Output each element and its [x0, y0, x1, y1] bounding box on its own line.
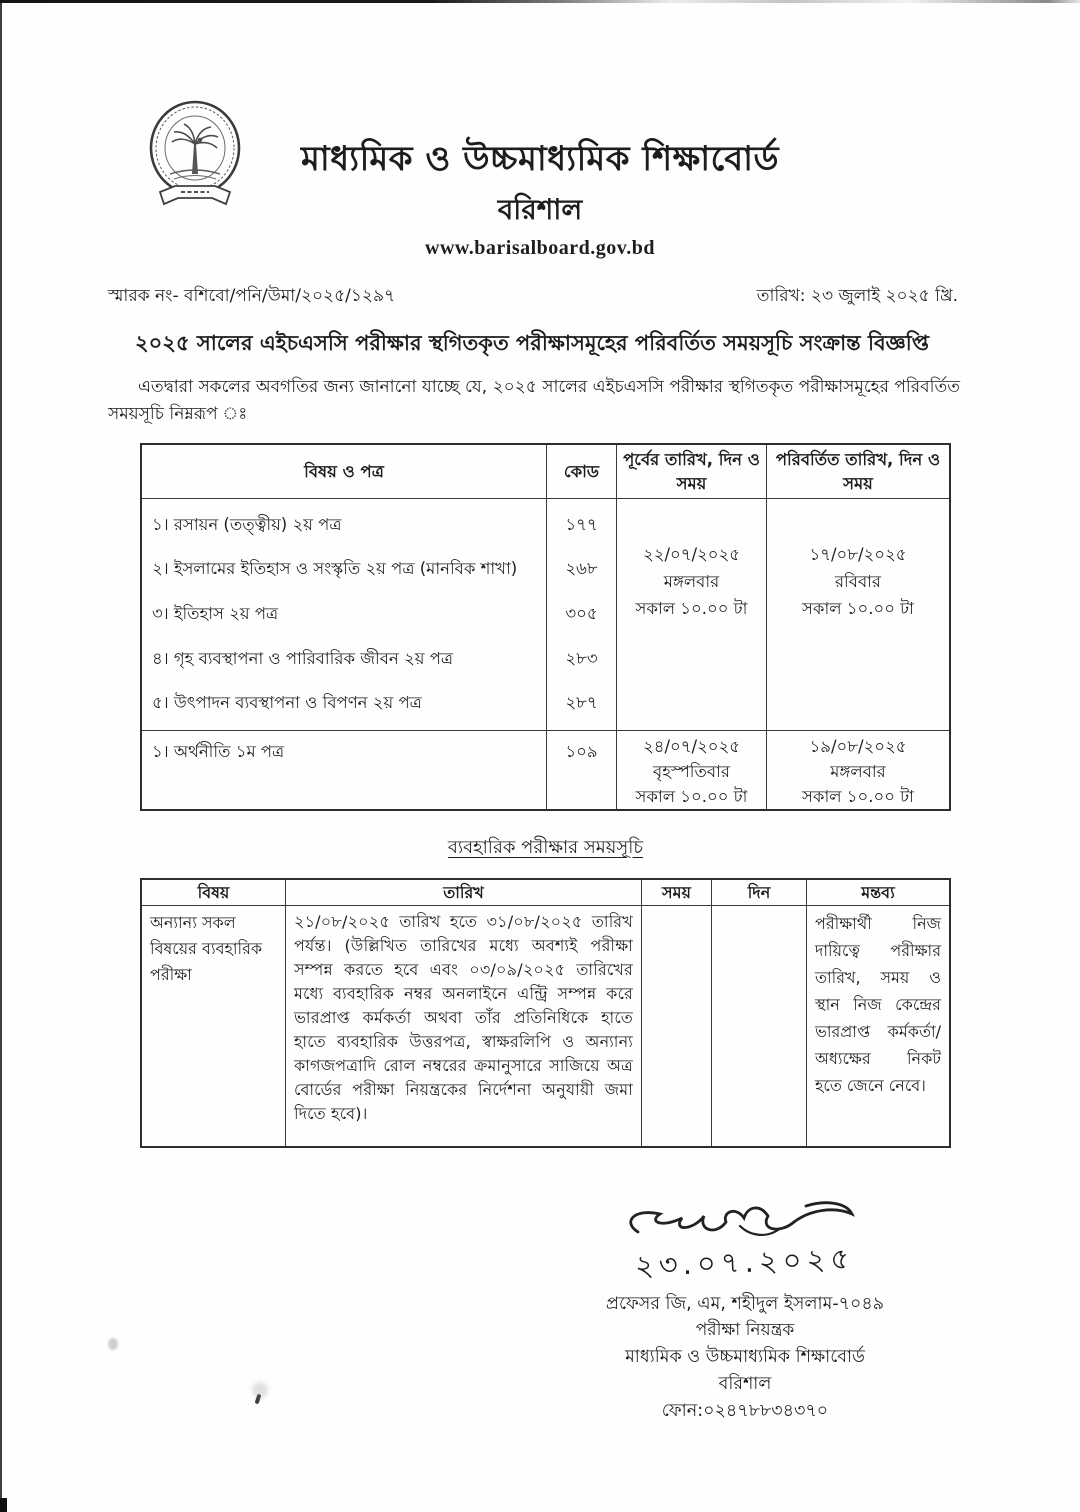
issue-date: তারিখ: ২৩ জুলাই ২০২৫ খ্রি.: [756, 286, 958, 306]
practical-schedule-table: [140, 878, 951, 1148]
memo-row: [108, 283, 958, 311]
subject-code: ১৭৭: [565, 514, 598, 534]
previous-date-cell: [616, 731, 766, 809]
practical-table-header-row: [142, 880, 949, 906]
practical-table-row: [142, 906, 949, 1146]
signatory-phone: ফোন:০২৪৭৮৮৩৪৩৭০: [661, 1401, 829, 1421]
practical-day: [711, 906, 806, 1146]
subject-item: ৫। উৎপাদন ব্যবস্থাপনা ও বিপণন ২য় পত্র: [152, 693, 422, 713]
org-website: www.barisalboard.gov.bd: [425, 237, 655, 259]
previous-day: বৃহস্পতিবার: [653, 762, 730, 781]
signatory-designation: পরীক্ষা নিয়ন্ত্রক: [695, 1320, 795, 1340]
previous-day: মঙ্গলবার: [663, 572, 720, 591]
changed-time: সকাল ১০.০০ টা: [802, 599, 914, 618]
changed-date-cell: [766, 731, 949, 809]
subject-code: ৩০৫: [565, 603, 598, 623]
header-changed-date: পরিবর্তিত তারিখ, দিন ও সময়: [766, 445, 949, 498]
header-code: কোড: [546, 445, 616, 498]
changed-date: ১৯/০৮/২০২৫: [809, 737, 907, 756]
code-list: [546, 731, 616, 809]
schedule-group-1-row: [142, 499, 949, 731]
changed-time: সকাল ১০.০০ টা: [802, 787, 914, 806]
header-subject: বিষয় ও পত্র: [304, 461, 384, 481]
notice-title: ২০২৫ সালের এইচএসসি পরীক্ষার স্থগিতকৃত পরীক্ষাসমূহের পরিবর্তিত সময়সূচি সংক্রান্ত বিজ্ঞপ্তি: [135, 331, 930, 355]
exam-schedule-table: [140, 443, 951, 811]
subject-code: ২৮৭: [565, 693, 598, 713]
scan-artifact-corner: [0, 1498, 7, 1512]
subject-item: ৩। ইতিহাস ২য় পত্র: [152, 603, 279, 623]
schedule-table-header-row: [142, 445, 949, 499]
memo-number: স্মারক নং- বশিবো/পনি/উমা/২০২৫/১২৯৭: [108, 286, 396, 306]
previous-date: ২৪/০৭/২০২৫: [643, 737, 740, 756]
previous-time: সকাল ১০.০০ টা: [635, 599, 748, 618]
practical-time: [641, 906, 711, 1146]
previous-time: সকাল ১০.০০ টা: [635, 787, 748, 806]
subject-item: ২। ইসলামের ইতিহাস ও সংস্কৃতি ২য় পত্র (মানবিক শাখা): [152, 559, 518, 579]
header-date: তারিখ: [285, 880, 641, 907]
subject-item: ১। অর্থনীতি ১ম পত্র: [152, 742, 285, 761]
scan-artifact-smudge: [252, 1382, 268, 1398]
practical-date-text: ২১/০৮/২০২৫ তারিখ হতে ৩১/০৮/২০২৫ তারিখ পর্যন্ত। (উল্লিখিত তারিখের মধ্যে অবশ্যই পরীক্ষা সম্পন্ন করতে হবে এবং ০৩/০৯/২০২৫ তারিখের মধ্যে ব্যবহারিক নম্বর অনলাইনে এন্ট্রি সম্পন্ন করে ভারপ্রাপ্ত কর্মকর্তা অথবা তাঁর প্রতিনিধিকে হাতে হাতে ব্যবহারিক উত্তরপত্র, স্বাক্ষরলিপি ও অন্যান্য কাগজপত্রাদি রোল নম্বরের ক্রমানুসারে সাজিয়ে অত্র বোর্ডের পরীক্ষা নিয়ন্ত্রকের নির্দেশনা অনুযায়ী জমা দিতে হবে)।: [285, 906, 641, 1146]
previous-date-cell: [616, 499, 766, 730]
subject-list: [142, 499, 546, 730]
signature-handwritten-date: ২৩.০৭.২০২৫: [634, 1241, 856, 1283]
code-list: [546, 499, 616, 730]
org-name: মাধ্যমিক ও উচ্চমাধ্যমিক শিক্ষাবোর্ড: [300, 139, 780, 179]
subject-item: ১। রসায়ন (তত্ত্বীয়) ২য় পত্র: [152, 514, 342, 534]
notice-intro: এতদ্বারা সকলের অবগতির জন্য জানানো যাচ্ছে যে, ২০২৫ সালের এইচএসসি পরীক্ষার স্থগিতকৃত পরীক্ষাসমূহের পরিবর্তিত সময়সূচি নিম্নরূপ ঃ: [108, 377, 960, 424]
header-day: দিন: [711, 880, 806, 907]
practical-subject: অন্যান্য সকল বিষয়ের ব্যবহারিক পরীক্ষা: [150, 913, 263, 984]
header-comment: মন্তব্য: [806, 880, 949, 907]
changed-day: মঙ্গলবার: [830, 762, 886, 781]
header-time: সময়: [641, 880, 711, 907]
subject-code: ১০৯: [565, 742, 598, 761]
schedule-group-2-row: [142, 731, 949, 809]
changed-date: ১৭/০৮/২০২৫: [809, 545, 907, 564]
changed-date-cell: [766, 499, 949, 730]
signatory-organization: মাধ্যমিক ও উচ্চমাধ্যমিক শিক্ষাবোর্ড: [625, 1347, 865, 1367]
header-previous-date: পূর্বের তারিখ, দিন ও সময়: [616, 445, 766, 498]
previous-date: ২২/০৭/২০২৫: [643, 545, 740, 564]
signatory-place: বরিশাল: [718, 1374, 772, 1394]
header-subject: বিষয়: [197, 883, 230, 902]
practical-comment: পরীক্ষার্থী নিজ দায়িত্বে পরীক্ষার তারিখ, সময় ও স্থান নিজ কেন্দ্রের ভারপ্রাপ্ত কর্মকর্তা/অধ্যক্ষের নিকট হতে জেনে নেবে।: [806, 906, 949, 1146]
subject-item: ৪। গৃহ ব্যবস্থাপনা ও পারিবারিক জীবন ২য় পত্র: [152, 648, 454, 668]
subject-code: ২৮৩: [565, 648, 598, 668]
org-place: বরিশাল: [497, 193, 583, 226]
scan-artifact-top-edge: [0, 0, 1080, 3]
signature-block: [560, 1192, 930, 1425]
subject-code: ২৬৮: [565, 559, 598, 579]
scan-artifact-smudge: [108, 1338, 118, 1350]
changed-day: রবিবার: [834, 572, 882, 591]
practical-section-title: ব্যবহারিক পরীক্ষার সময়সূচি: [447, 837, 644, 858]
subject-list: [142, 731, 546, 809]
signatory-name: প্রফেসর জি, এম, শহীদুল ইসলাম-৭০৪৯: [605, 1294, 885, 1314]
